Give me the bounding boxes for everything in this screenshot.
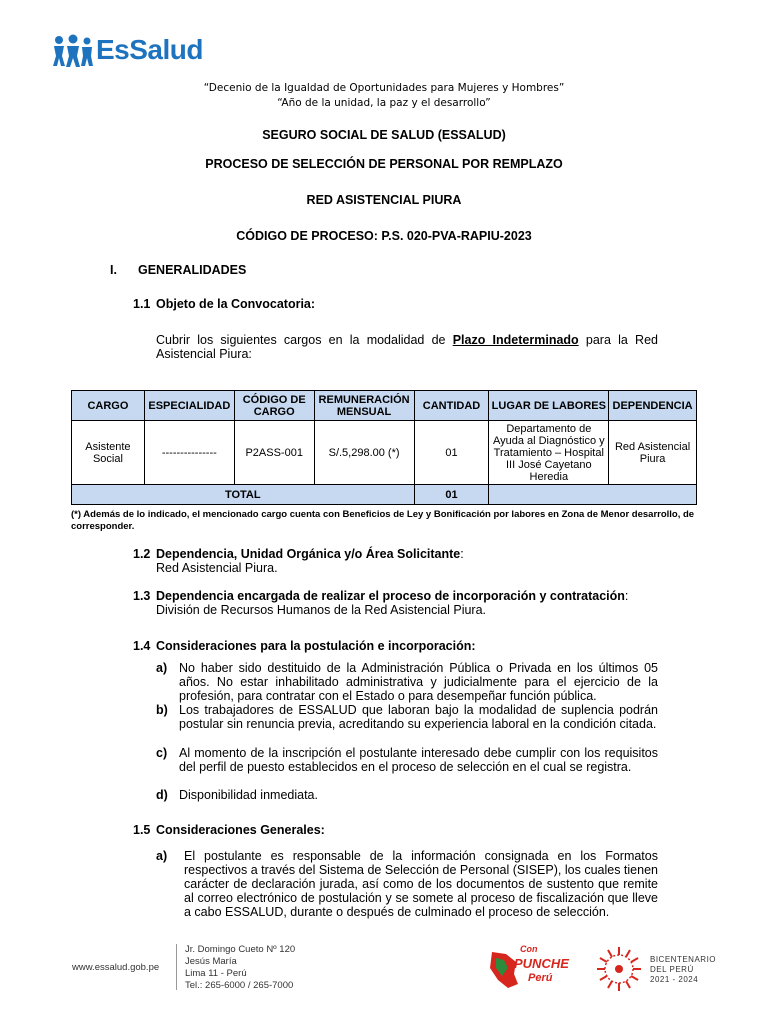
table-header: CARGO	[72, 391, 145, 421]
title-institution: SEGURO SOCIAL DE SALUD (ESSALUD)	[262, 128, 506, 142]
bicentenario-line: BICENTENARIO	[650, 955, 717, 964]
subsection-1-2-title: Dependencia, Unidad Orgánica y/o Área Solicitante	[156, 547, 461, 561]
list-item: Disponibilidad inmediata.	[179, 788, 318, 802]
modality-term: Plazo Indeterminado	[452, 333, 579, 347]
title-process: PROCESO DE SELECCIÓN DE PERSONAL POR REMPLAZO	[205, 157, 563, 171]
subsection-1-3-title: Dependencia encargada de realizar el proceso de incorporación y contratación	[156, 589, 625, 603]
subsection-1-2-text: Red Asistencial Piura.	[156, 561, 278, 575]
con-punche-peru-logo	[486, 944, 578, 994]
subsection-1-5-title: Consideraciones Generales:	[156, 823, 325, 837]
subsection-1-2-number: 1.2	[133, 547, 151, 561]
cell-especialidad: ---------------	[144, 421, 234, 485]
positions-table	[71, 390, 697, 505]
footer-address	[185, 944, 295, 992]
title-process-code: CÓDIGO DE PROCESO: P.S. 020-PVA-RAPIU-2023	[236, 229, 532, 243]
bicentenario-line: 2021 - 2024	[650, 975, 699, 984]
cell-cargo: Asistente Social	[72, 421, 145, 485]
title-network: RED ASISTENCIAL PIURA	[306, 193, 462, 207]
cell-remuneracion: S/.5,298.00 (*)	[314, 421, 414, 485]
table-header: ESPECIALIDAD	[144, 391, 234, 421]
address-line: Jr. Domingo Cueto Nº 120	[185, 944, 296, 955]
list-item: Al momento de la inscripción el postulante interesado debe cumplir con los requisitos del perfil de puesto establecidos en el proceso de selección en el cual se registra.	[179, 746, 658, 774]
essalud-logo-icon	[52, 34, 96, 68]
phone-line: Tel.: 265-6000 / 265-7000	[185, 980, 294, 991]
colon: :	[624, 589, 629, 603]
subsection-1-1-text	[156, 333, 658, 347]
bicentenario-line: DEL PERÚ	[650, 965, 694, 974]
subsection-1-3-number: 1.3	[133, 589, 151, 603]
list-item-letter: a)	[156, 661, 168, 675]
list-item: No haber sido destituido de la Administración Pública o Privada en los últimos 05 años. No estar inhabilitado administrativa y judicialmente para el ejercicio de la profesión, para contratar con el Estado o para desempeñar función pública.	[179, 661, 658, 703]
punche-line-1: Con	[520, 944, 538, 954]
list-item-letter: c)	[156, 746, 168, 760]
table-total-row	[72, 485, 697, 505]
bicentenario-text	[650, 955, 716, 985]
cell-codigo: P2ASS-001	[234, 421, 314, 485]
table-header: CANTIDAD	[414, 391, 489, 421]
motto-line-1: “Decenio de la Igualdad de Oportunidades para Mujeres y Hombres”	[203, 82, 565, 94]
punche-line-3: Perú	[528, 972, 553, 984]
subsection-1-1-text-line-2: Asistencial Piura:	[156, 347, 252, 361]
subsection-1-5-number: 1.5	[133, 823, 151, 837]
cell-dependencia: Red Asistencial Piura	[609, 421, 697, 485]
list-item: El postulante es responsable de la información consignada en los Formatos respectivos a través del Sistema de Selección de Personal (SISEP), los cuales tienen carácter de declaración jurada, así como de los documentos de sustento que remite al correo electrónico de postulación y se somete al proceso de fiscalización que lleve a cabo ESSALUD, durante o después de culminado el proceso de selección.	[184, 849, 658, 919]
cell-lugar: Departamento de Ayuda al Diagnóstico y Tratamiento – Hospital III José Cayetano Heredia	[489, 421, 609, 485]
table-header: REMUNERACIÓN MENSUAL	[314, 391, 414, 421]
total-value: 01	[414, 485, 489, 505]
subsection-1-4-title: Consideraciones para la postulación e incorporación:	[156, 639, 476, 653]
colon: :	[460, 547, 464, 561]
list-item-letter: a)	[156, 849, 168, 863]
list-item-letter: d)	[156, 788, 168, 802]
subsection-1-1-title: Objeto de la Convocatoria:	[156, 297, 316, 311]
subsection-1-3-text: División de Recursos Humanos de la Red Asistencial Piura.	[156, 603, 487, 617]
motto-line-2: “Año de la unidad, la paz y el desarrollo”	[277, 97, 491, 109]
list-item-letter: b)	[156, 703, 168, 717]
footer-divider	[176, 944, 177, 990]
table-row	[72, 421, 697, 485]
table-header: DEPENDENCIA	[609, 391, 697, 421]
subsection-1-2-heading	[156, 547, 464, 561]
address-line: Jesús María	[185, 956, 237, 967]
subsection-1-4-number: 1.4	[133, 639, 151, 653]
text-fragment: para la Red	[578, 333, 658, 347]
section-title: GENERALIDADES	[138, 263, 247, 277]
subsection-1-1-number: 1.1	[133, 297, 151, 311]
text-fragment: Cubrir los siguientes cargos en la modalidad de	[156, 333, 453, 347]
punche-line-2: PUNCHE	[514, 956, 569, 971]
subsection-1-3-heading	[156, 589, 628, 603]
total-empty-cell	[489, 485, 697, 505]
cell-cantidad: 01	[414, 421, 489, 485]
list-item: Los trabajadores de ESSALUD que laboran bajo la modalidad de suplencia podrán postular sin renuncia previa, acreditando su experiencia laboral en la condición citada.	[179, 703, 658, 731]
footer-website[interactable]: www.essalud.gob.pe	[72, 962, 160, 973]
total-label: TOTAL	[72, 485, 415, 505]
bicentenario-emblem-icon	[594, 944, 644, 994]
table-header: LUGAR DE LABORES	[489, 391, 609, 421]
address-line: Lima 11 - Perú	[185, 968, 247, 979]
table-footnote: (*) Además de lo indicado, el mencionado cargo cuenta con Beneficios de Ley y Bonificación por labores en Zona de Menor desarrollo, de corresponder.	[71, 509, 695, 532]
section-number: I.	[110, 263, 117, 277]
table-header: CÓDIGO DE CARGO	[234, 391, 314, 421]
brand-logo-text: EsSalud	[96, 34, 203, 65]
